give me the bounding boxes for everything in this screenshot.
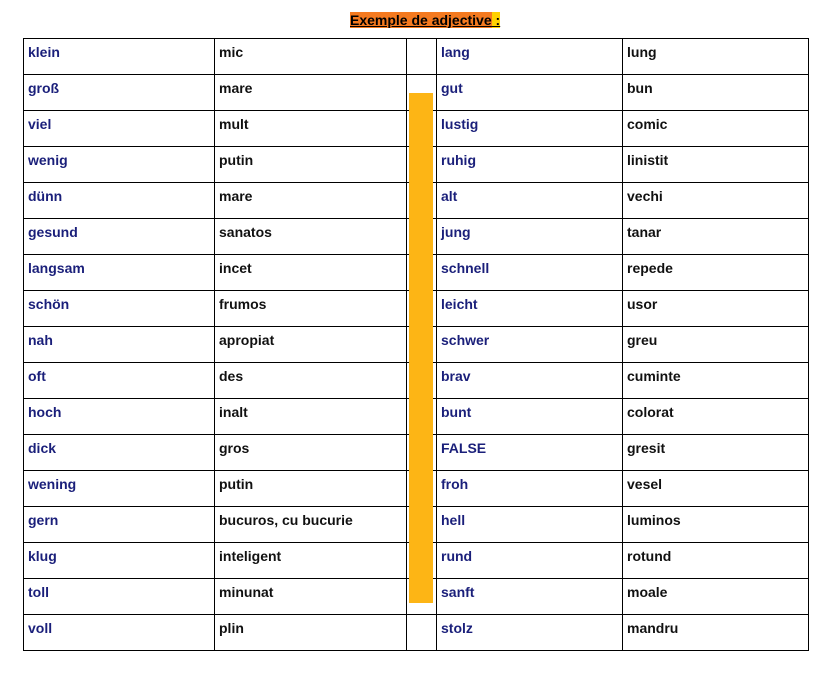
table-row [24, 39, 809, 75]
german-adjective-cell: sanft [437, 579, 623, 615]
romanian-translation-cell: putin [215, 147, 407, 183]
romanian-translation-cell: colorat [623, 399, 809, 435]
german-adjective-cell: klug [24, 543, 215, 579]
german-adjective-cell: bunt [437, 399, 623, 435]
romanian-translation-cell: des [215, 363, 407, 399]
german-adjective-cell: lustig [437, 111, 623, 147]
separator-cell [407, 39, 437, 75]
romanian-translation-cell: gros [215, 435, 407, 471]
german-adjective-cell: gern [24, 507, 215, 543]
romanian-translation-cell: cuminte [623, 363, 809, 399]
romanian-translation-cell: apropiat [215, 327, 407, 363]
romanian-translation-cell: bucuros, cu bucurie [215, 507, 407, 543]
romanian-translation-cell: linistit [623, 147, 809, 183]
german-adjective-cell: brav [437, 363, 623, 399]
german-adjective-cell: schwer [437, 327, 623, 363]
german-adjective-cell: viel [24, 111, 215, 147]
romanian-translation-cell: greu [623, 327, 809, 363]
romanian-translation-cell: bun [623, 75, 809, 111]
page-title-colon: : [491, 12, 501, 28]
german-adjective-cell: ruhig [437, 147, 623, 183]
separator-cell [407, 615, 437, 651]
page-title [348, 11, 502, 30]
german-adjective-cell: froh [437, 471, 623, 507]
romanian-translation-cell: inalt [215, 399, 407, 435]
romanian-translation-cell: rotund [623, 543, 809, 579]
german-adjective-cell: lang [437, 39, 623, 75]
german-adjective-cell: wening [24, 471, 215, 507]
german-adjective-cell: gut [437, 75, 623, 111]
german-adjective-cell: klein [24, 39, 215, 75]
romanian-translation-cell: usor [623, 291, 809, 327]
german-adjective-cell: schön [24, 291, 215, 327]
romanian-translation-cell: mult [215, 111, 407, 147]
romanian-translation-cell: gresit [623, 435, 809, 471]
german-adjective-cell: hoch [24, 399, 215, 435]
romanian-translation-cell: mare [215, 183, 407, 219]
page-title-text: Exemple de adjective [350, 12, 492, 28]
german-adjective-cell: gesund [24, 219, 215, 255]
romanian-translation-cell: incet [215, 255, 407, 291]
german-adjective-cell: voll [24, 615, 215, 651]
german-adjective-cell: dünn [24, 183, 215, 219]
romanian-translation-cell: putin [215, 471, 407, 507]
romanian-translation-cell: mic [215, 39, 407, 75]
german-adjective-cell: jung [437, 219, 623, 255]
german-adjective-cell: alt [437, 183, 623, 219]
romanian-translation-cell: repede [623, 255, 809, 291]
german-adjective-cell: hell [437, 507, 623, 543]
romanian-translation-cell: luminos [623, 507, 809, 543]
romanian-translation-cell: vechi [623, 183, 809, 219]
german-adjective-cell: toll [24, 579, 215, 615]
romanian-translation-cell: inteligent [215, 543, 407, 579]
romanian-translation-cell: comic [623, 111, 809, 147]
table-row [24, 615, 809, 651]
german-adjective-cell: schnell [437, 255, 623, 291]
romanian-translation-cell: sanatos [215, 219, 407, 255]
german-adjective-cell: leicht [437, 291, 623, 327]
romanian-translation-cell: frumos [215, 291, 407, 327]
german-adjective-cell: groß [24, 75, 215, 111]
romanian-translation-cell: tanar [623, 219, 809, 255]
german-adjective-cell: FALSE [437, 435, 623, 471]
romanian-translation-cell: moale [623, 579, 809, 615]
german-adjective-cell: oft [24, 363, 215, 399]
german-adjective-cell: stolz [437, 615, 623, 651]
romanian-translation-cell: lung [623, 39, 809, 75]
german-adjective-cell: langsam [24, 255, 215, 291]
romanian-translation-cell: plin [215, 615, 407, 651]
romanian-translation-cell: mare [215, 75, 407, 111]
romanian-translation-cell: vesel [623, 471, 809, 507]
romanian-translation-cell: mandru [623, 615, 809, 651]
german-adjective-cell: nah [24, 327, 215, 363]
german-adjective-cell: rund [437, 543, 623, 579]
romanian-translation-cell: minunat [215, 579, 407, 615]
german-adjective-cell: dick [24, 435, 215, 471]
divider-bar [409, 93, 433, 603]
german-adjective-cell: wenig [24, 147, 215, 183]
